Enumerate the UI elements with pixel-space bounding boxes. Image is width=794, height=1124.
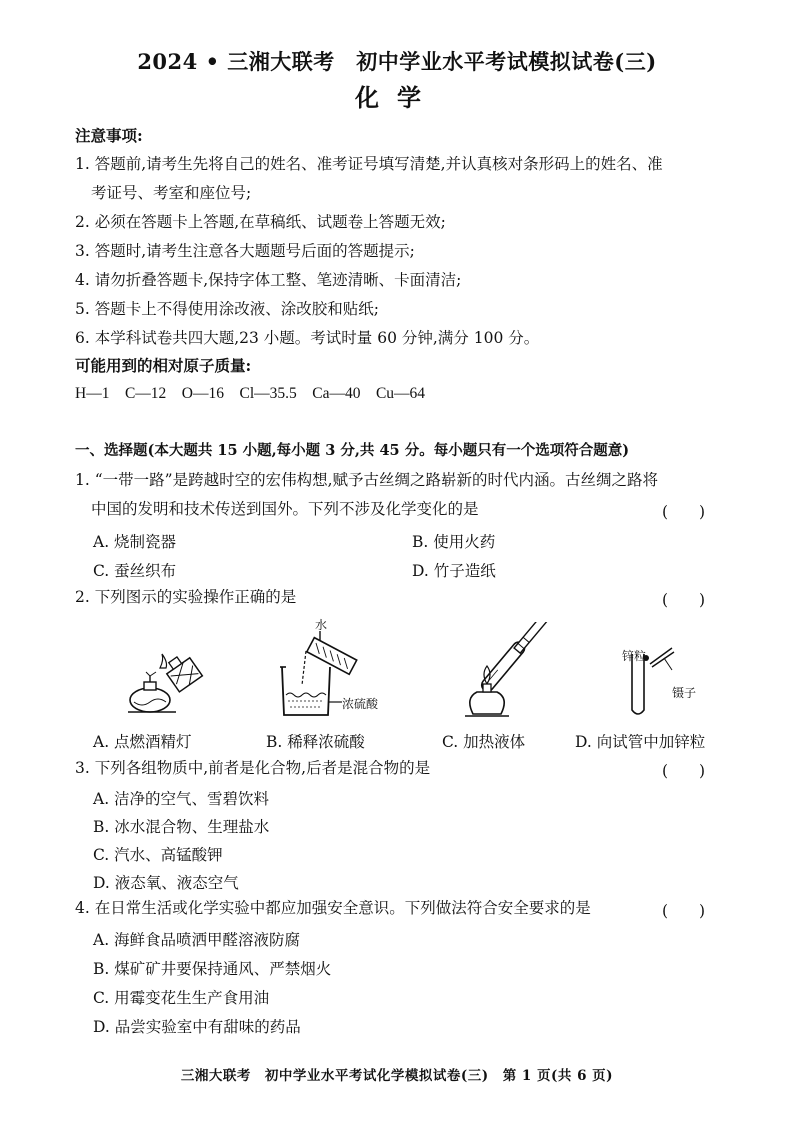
notice-item-6: 6. 本学科试卷共四大题,23 小题。考试时量 60 分钟,满分 100 分。 — [75, 329, 540, 347]
notice-item-5: 5. 答题卡上不得使用涂改液、涂改胶和贴纸; — [75, 300, 379, 318]
figure-alcohol-lamp-lighting — [120, 650, 215, 720]
q4-option-a: A. 海鲜食品喷洒甲醛溶液防腐 — [93, 931, 301, 949]
q4-stem: 4. 在日常生活或化学实验中都应加强安全意识。下列做法符合安全要求的是 — [75, 899, 591, 917]
q3-option-a: A. 洁净的空气、雪碧饮料 — [93, 790, 270, 808]
notice-heading: 注意事项: — [75, 126, 143, 145]
q3-option-c: C. 汽水、高锰酸钾 — [93, 846, 223, 864]
q2-answer-paren: ( ) — [662, 591, 706, 609]
figure-label-zinc: 锌粒 — [622, 649, 647, 663]
page-footer: 三湘大联考 初中学业水平考试化学模拟试卷(三) 第 1 页(共 6 页) — [180, 1068, 614, 1084]
q4-option-c: C. 用霉变花生生产食用油 — [93, 989, 270, 1007]
q1-option-b: B. 使用火药 — [412, 533, 496, 551]
q1-option-a: A. 烧制瓷器 — [93, 533, 177, 551]
q3-stem: 3. 下列各组物质中,前者是化合物,后者是混合物的是 — [75, 759, 431, 777]
figure-label-acid: 浓硫酸 — [342, 697, 379, 711]
q1-stem-line2: 中国的发明和技术传送到国外。下列不涉及化学变化的是 — [91, 500, 479, 518]
figure-heating-liquid — [455, 622, 550, 722]
q2-option-d: D. 向试管中加锌粒 — [575, 733, 706, 751]
q1-stem-line1: 1. “一带一路”是跨越时空的宏伟构想,赋予古丝绸之路崭新的时代内涵。古丝绸之路将 — [75, 471, 658, 489]
figure-label-tweezers: 镊子 — [672, 686, 697, 700]
q1-answer-paren: ( ) — [662, 503, 706, 521]
atomic-mass-heading: 可能用到的相对原子质量: — [75, 356, 252, 375]
q2-option-c: C. 加热液体 — [442, 733, 526, 751]
figure-label-water: 水 — [315, 618, 328, 632]
notice-item-1: 1. 答题前,请考生先将自己的姓名、准考证号填写清楚,并认真核对条形码上的姓名、准 — [75, 155, 663, 173]
q1-option-c: C. 蚕丝织布 — [93, 562, 177, 580]
q3-option-b: B. 冰水混合物、生理盐水 — [93, 818, 270, 836]
q2-option-b: B. 稀释浓硫酸 — [266, 733, 365, 751]
exam-title: 2024 • 三湘大联考 初中学业水平考试模拟试卷(三) — [137, 49, 657, 74]
q3-option-d: D. 液态氧、液态空气 — [93, 874, 239, 892]
q4-option-b: B. 煤矿矿井要保持通风、严禁烟火 — [93, 960, 332, 978]
q2-stem: 2. 下列图示的实验操作正确的是 — [75, 588, 297, 606]
q4-option-d: D. 品尝实验室中有甜味的药品 — [93, 1018, 301, 1036]
q2-option-a: A. 点燃酒精灯 — [93, 733, 192, 751]
atomic-mass-values: H—1 C—12 O—16 Cl—35.5 Ca—40 Cu—64 — [75, 385, 426, 402]
section-heading: 一、选择题(本大题共 15 小题,每小题 3 分,共 45 分。每小题只有一个选项符合题意) — [75, 442, 630, 459]
q1-option-d: D. 竹子造纸 — [412, 562, 496, 580]
q3-answer-paren: ( ) — [662, 762, 706, 780]
notice-item-4: 4. 请勿折叠答题卡,保持字体工整、笔迹清晰、卡面清洁; — [75, 271, 462, 289]
subject-title: 化学 — [355, 83, 439, 112]
notice-item-3: 3. 答题时,请考生注意各大题题号后面的答题提示; — [75, 242, 415, 260]
notice-item-2: 2. 必须在答题卡上答题,在草稿纸、试题卷上答题无效; — [75, 213, 446, 231]
notice-item-1-cont: 考证号、考室和座位号; — [91, 184, 252, 202]
q4-answer-paren: ( ) — [662, 902, 706, 920]
